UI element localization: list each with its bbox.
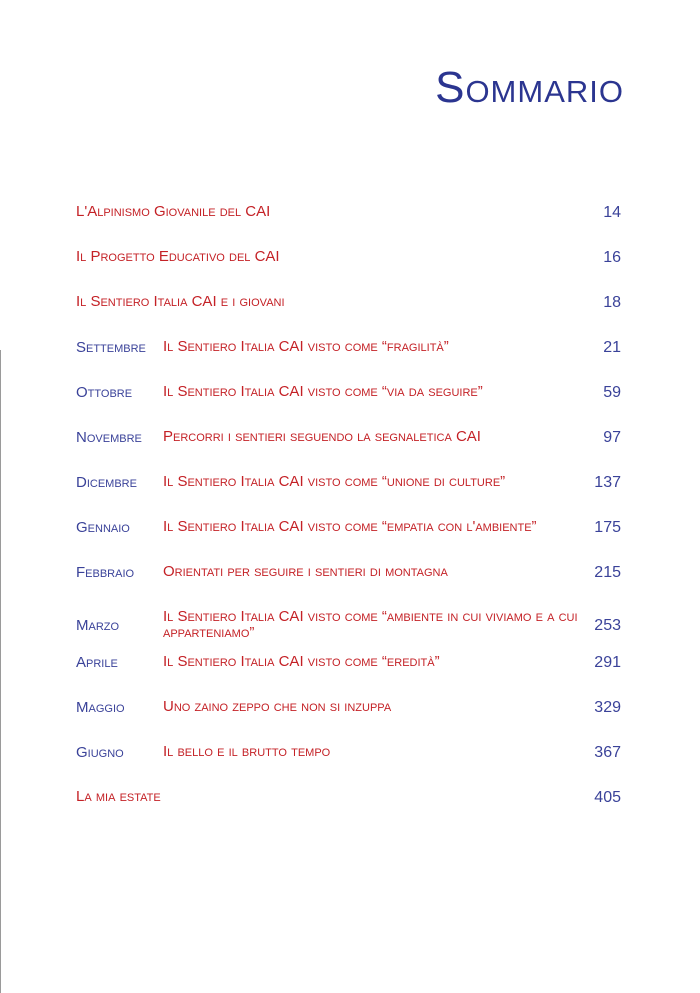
toc-entry-page: 215 [594,564,621,581]
toc-entry-month: Gennaio [76,519,130,536]
toc-entry-title: Il Sentiero Italia CAI visto come “empatia con l'ambiente” [163,518,537,535]
toc-entry-page: 137 [594,474,621,491]
toc-entry-page: 405 [594,789,621,806]
toc-entry[interactable] [76,204,621,249]
toc-entry-month: Settembre [76,339,146,356]
toc-entry-page: 367 [594,744,621,761]
toc-entry-month: Novembre [76,429,142,446]
toc-entry-page: 59 [603,384,621,401]
toc-entry-title: La mia estate [76,788,161,805]
toc-entry-title: Il bello e il brutto tempo [163,743,331,760]
toc-entry[interactable] [76,249,621,294]
toc-entry-title: Il Sentiero Italia CAI e i giovani [76,293,285,310]
table-of-contents [76,204,621,834]
toc-entry[interactable] [76,789,621,834]
toc-entry-page: 97 [603,429,621,446]
toc-entry-title: Orientati per seguire i sentieri di montagna [163,563,448,580]
toc-entry-title: Il Sentiero Italia CAI visto come “fragilità” [163,338,449,355]
toc-entry[interactable] [76,474,621,519]
toc-entry[interactable] [76,519,621,564]
toc-entry-page: 175 [594,519,621,536]
toc-entry[interactable] [76,744,621,789]
toc-entry-month: Aprile [76,654,118,671]
toc-entry-title: Uno zaino zeppo che non si inzuppa [163,698,392,715]
toc-entry[interactable] [76,294,621,339]
toc-entry-page: 14 [603,204,621,221]
toc-entry[interactable] [76,699,621,744]
toc-entry-month: Maggio [76,699,125,716]
toc-entry-page: 16 [603,249,621,266]
toc-entry[interactable] [76,384,621,429]
toc-entry[interactable] [76,339,621,384]
toc-entry-title: Il Progetto Educativo del CAI [76,248,280,265]
toc-entry-page: 329 [594,699,621,716]
toc-entry-title: Il Sentiero Italia CAI visto come “ambiente in cui viviamo e a cui apparteniamo” [163,608,578,641]
toc-entry[interactable] [76,609,621,654]
toc-entry-page: 291 [594,654,621,671]
toc-entry[interactable] [76,654,621,699]
toc-entry-month: Ottobre [76,384,133,401]
toc-entry-title: Percorri i sentieri seguendo la segnaletica CAI [163,428,481,445]
toc-entry-month: Giugno [76,744,124,761]
toc-entry-month: Febbraio [76,564,135,581]
toc-entry[interactable] [76,564,621,609]
toc-entry-title: L'Alpinismo Giovanile del CAI [76,203,271,220]
toc-entry-month: Marzo [76,617,120,634]
page-title: Sommario [435,63,624,112]
toc-entry-page: 21 [603,339,621,356]
toc-entry-title: Il Sentiero Italia CAI visto come “via da seguire” [163,383,483,400]
toc-entry[interactable] [76,429,621,474]
toc-entry-title: Il Sentiero Italia CAI visto come “eredità” [163,653,440,670]
toc-entry-page: 18 [603,294,621,311]
toc-entry-title: Il Sentiero Italia CAI visto come “unione di culture” [163,473,506,490]
page-edge-line [0,350,1,993]
toc-entry-page: 253 [594,617,621,634]
toc-entry-month: Dicembre [76,474,137,491]
